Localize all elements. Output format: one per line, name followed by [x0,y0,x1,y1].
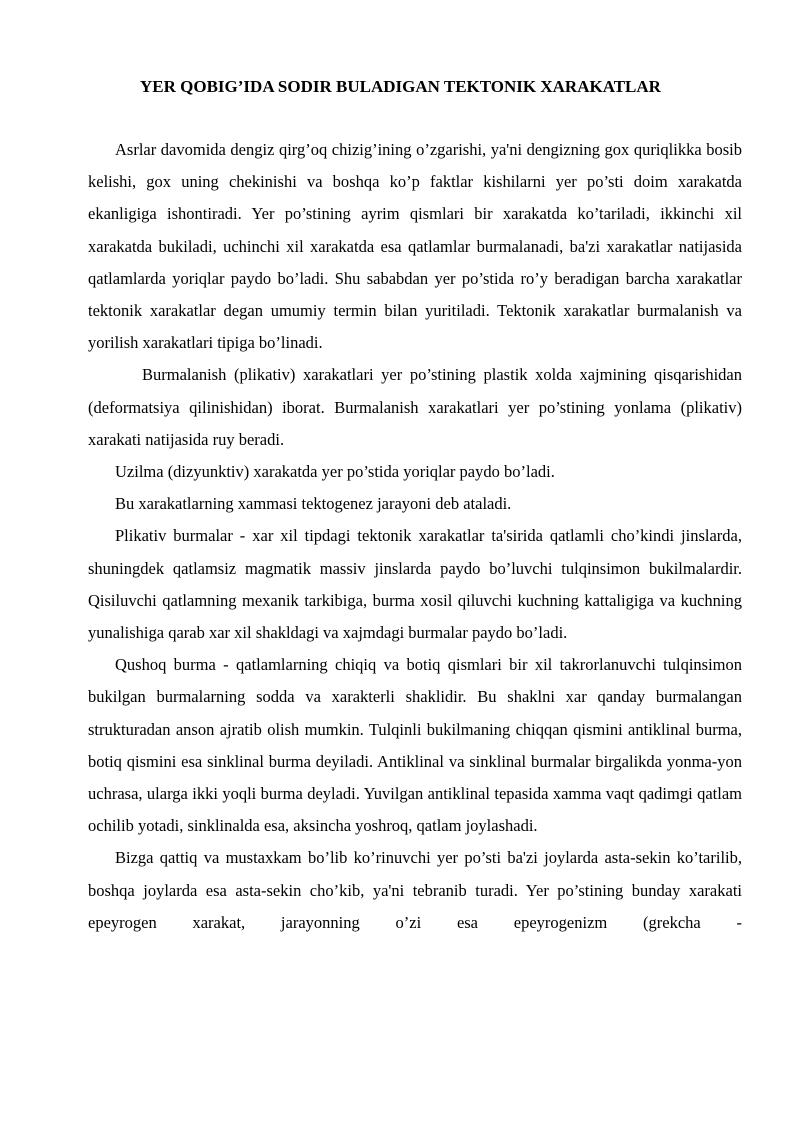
paragraph-intro: Asrlar davomida dengiz qirg’oq chizig’ining o’zgarishi, ya'ni dengizning gox quriqlikka bosib kelishi, gox uning chekinishi va boshqa ko’p faktlar kishilarni yer po’sti doim xarakatda ekanligiga ishontiradi. Yer po’stining ayrim qismlari bir xarakatda ko’tariladi, ikkinchi xil xarakatda bukiladi, uchinchi xil xarakatda esa qatlamlar burmalanadi, ba'zi xarakatlar natijasida qatlamlarda yoriqlar paydo bo’ladi. Shu sababdan yer po’stida ro’y beradigan barcha xarakatlar tektonik xarakatlar degan umumiy termin bilan yuritiladi. Tektonik xarakatlar burmalanish va yorilish xarakatlari tipiga bo’linadi. [88,140,742,353]
paragraph-tektogenez: Bu xarakatlarning xammasi tektogenez jarayoni deb ataladi. [115,494,512,514]
page-title: YER QOBIG’IDA SODIR BULADIGAN TEKTONIK XARAKATLAR [140,77,661,96]
paragraph-dizyunktiv: Uzilma (dizyunktiv) xarakatda yer po’stida yoriqlar paydo bo’ladi. [115,462,555,482]
paragraph-epeyrogen: Bizga qattiq va mustaxkam bo’lib ko’rinuvchi yer po’sti ba'zi joylarda asta-sekin ko’tarilib, boshqa joylarda esa asta-sekin cho’kib, ya'ni tebranib turadi. Yer po’stining bunday xarakati epeyrogen xarakat, jarayonning o’zi esa epeyrogenizm (grekcha - [88,848,742,932]
paragraph-plikativ-movements: Burmalanish (plikativ) xarakatlari yer po’stining plastik xolda xajmining qisqarishidan (deformatsiya qilinishidan) iborat. Burmalanish xarakatlari yer po’stining yonlama (plikativ) xarakati natijasida ruy beradi. [88,365,742,449]
paragraph-plikativ-folds: Plikativ burmalar - xar xil tipdagi tektonik xarakatlar ta'sirida qatlamli cho’kindi jinslarda, shuningdek qatlamsiz magmatik massiv jinslarda paydo bo’luvchi tulqinsimon bukilmalardir. Qisiluvchi qatlamning mexanik tarkibiga, burma xosil qiluvchi kuchning kattaligiga va kuchning yunalishiga qarab xar xil shakldagi va xajmdagi burmalar paydo bo’ladi. [88,526,742,643]
document-page [88,72,742,939]
paragraph-qushoq-burma: Qushoq burma - qatlamlarning chiqiq va botiq qismlari bir xil takrorlanuvchi tulqinsimon bukilgan burmalarning sodda va xarakterli shaklidir. Bu shaklni xar qanday burmalangan strukturadan anson ajratib olish mumkin. Tulqinli bukilmaning chiqqan qismini antiklinal burma, botiq qismini esa sinklinal burma deyiladi. Antiklinal va sinklinal burmalar birgalikda yonma-yon uchrasa, ularga ikki yoqli burma deyladi. Yuvilgan antiklinal tepasida xamma vaqt qadimgi qatlam ochilib yotadi, sinklinalda esa, aksincha yoshroq, qatlam joylashadi. [88,655,742,836]
